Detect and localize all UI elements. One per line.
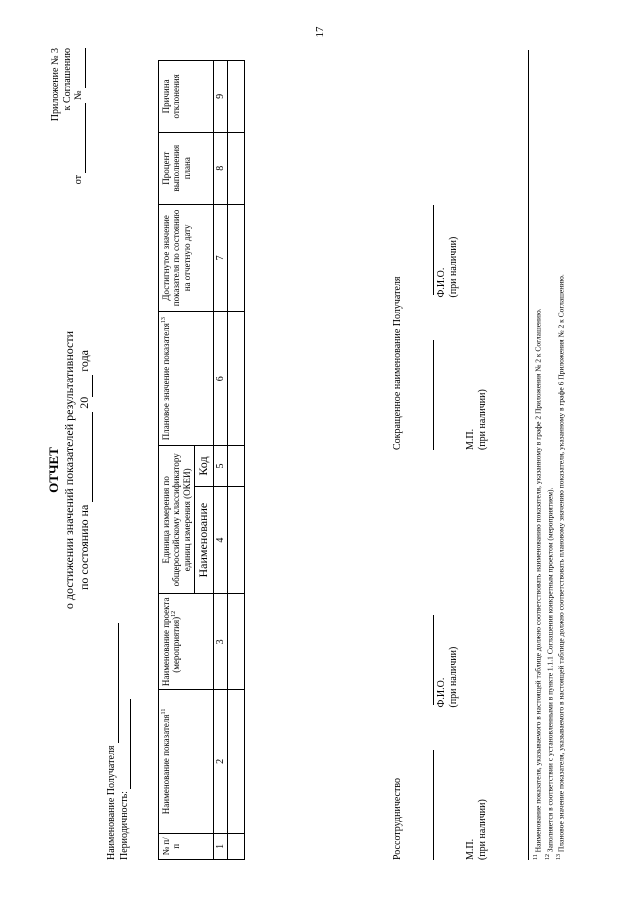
appendix-block — [50, 48, 86, 218]
colnum-7: 7 — [213, 204, 228, 312]
date-year-prefix: 20 — [77, 396, 91, 409]
footnote-13-text: Плановое значение показателя, указываемого в настоящей таблице должно соответствовать плановому значению показателя, указанному в графе 6 Приложения № 2 к Соглашению. — [556, 274, 566, 853]
left-signature-line — [422, 500, 435, 860]
signature-right — [392, 70, 488, 450]
header-plan-value — [159, 312, 214, 446]
rotated-report-sheet — [40, 30, 600, 880]
footnote-11-marker: 11 — [533, 854, 539, 860]
report-date-line — [77, 210, 93, 730]
footnote-12 — [544, 50, 556, 860]
empty-cell — [228, 446, 245, 487]
footnote-ref-13: 13 — [161, 317, 167, 324]
subheader-unit-name: Наименование — [195, 486, 214, 594]
empty-cell — [228, 61, 245, 133]
date-prefix: по состоянию на — [77, 504, 91, 591]
report-title-block — [46, 210, 93, 730]
header-project-text: Наименование проекта (мероприятия) — [161, 597, 182, 687]
periodicity-line — [119, 560, 132, 860]
right-org-name: Сокращенное наименование Получателя — [392, 276, 403, 450]
empty-cell — [228, 486, 245, 594]
footnotes-block — [528, 50, 567, 860]
empty-cell — [228, 594, 245, 690]
table-header-row — [159, 61, 195, 860]
header-achieved-value: Достигнутое значение показателя по состоянию на отчетную дату — [159, 204, 214, 312]
footnote-11-text: Наименование показателя, указываемого в настоящей таблице должно соответствовать наименованию показателя, указанному в графе 2 Приложения № 2 к Соглашению. — [533, 308, 543, 853]
header-deviation-reason: Причина отклонения — [159, 61, 214, 133]
appendix-agreement: к Соглашению — [61, 48, 73, 111]
appendix-date-line — [73, 103, 86, 173]
recipient-block — [106, 560, 131, 860]
subheader-unit-code: Код — [195, 446, 214, 487]
recipient-blank — [106, 623, 119, 743]
header-percent: Процент выполнения плана — [159, 132, 214, 204]
right-signature-blank — [422, 340, 435, 450]
date-blank — [77, 412, 93, 502]
year-blank — [77, 375, 93, 397]
right-fio-label: Ф.И.О. — [436, 267, 447, 298]
appendix-number-line — [73, 48, 86, 88]
right-captions-2 — [448, 70, 460, 450]
report-subtitle: о достижении значений показателей результативности — [62, 330, 76, 610]
header-num: № п/п — [159, 833, 214, 859]
empty-cell — [228, 204, 245, 312]
footnote-12-text: Заполняется в соответствии с установленными в пункте 1.1.1 Соглашения конкретным проектом (мероприятием). — [545, 487, 555, 853]
footnote-ref-12: 12 — [171, 610, 178, 617]
header-indicator — [159, 690, 214, 834]
right-captions — [436, 70, 448, 450]
empty-cell — [228, 833, 245, 859]
left-fio-if-any: (при наличии) — [447, 646, 459, 708]
header-indicator-text: Наименование показателя — [161, 714, 171, 815]
empty-cell — [228, 690, 245, 834]
appendix-date-number — [73, 48, 86, 218]
footnote-12-marker: 12 — [544, 854, 551, 860]
empty-cell — [228, 132, 245, 204]
appendix-title: Приложение № 3 — [50, 48, 61, 122]
recipient-line — [106, 560, 119, 860]
date-suffix: года — [77, 349, 91, 372]
left-captions — [436, 500, 448, 860]
report-title: ОТЧЕТ — [46, 447, 61, 493]
left-fio-blank — [422, 615, 435, 705]
column-number-row — [213, 61, 228, 860]
header-unit: Единица измерения по общероссийскому классификатору единиц измерения (ОКЕИ) — [159, 446, 195, 594]
left-signature-blank — [422, 750, 435, 860]
right-stamp — [465, 70, 477, 450]
report-table — [158, 60, 245, 860]
colnum-8: 8 — [213, 132, 228, 204]
left-captions-2 — [448, 500, 460, 860]
right-fio-blank — [422, 205, 435, 295]
left-fio-label: Ф.И.О. — [436, 677, 447, 708]
footnote-11 — [532, 50, 544, 860]
colnum-1: 1 — [213, 833, 228, 859]
signature-left — [392, 500, 488, 860]
appendix-from-label: от — [73, 175, 84, 185]
empty-data-row — [228, 61, 245, 860]
empty-cell — [228, 312, 245, 446]
page-number: 17 — [314, 26, 326, 38]
colnum-3: 3 — [213, 594, 228, 690]
right-signature-line — [422, 70, 435, 450]
left-org-name: Россотрудничество — [392, 777, 403, 860]
recipient-label: Наименование Получателя — [106, 745, 117, 860]
footnote-13 — [555, 50, 567, 860]
left-mp-label: М.П. — [465, 838, 476, 860]
header-plan-value-text: Плановое значение показателя — [161, 323, 171, 441]
footnote-13-marker: 13 — [556, 854, 563, 860]
footnote-ref-11: 11 — [161, 708, 167, 715]
right-fio-if-any: (при наличии) — [447, 236, 459, 298]
colnum-5: 5 — [213, 446, 228, 487]
colnum-2: 2 — [213, 690, 228, 834]
periodicity-blank — [119, 699, 132, 789]
right-stamp-note: (при наличии) — [476, 389, 488, 450]
appendix-number-label: № — [73, 90, 84, 101]
header-project — [159, 594, 214, 690]
right-mp-label: М.П. — [465, 428, 476, 450]
left-stamp — [465, 500, 477, 860]
periodicity-label: Периодичность: — [118, 791, 130, 860]
colnum-6: 6 — [213, 312, 228, 446]
colnum-9: 9 — [213, 61, 228, 133]
colnum-4: 4 — [213, 486, 228, 594]
left-stamp-note: (при наличии) — [476, 799, 488, 860]
